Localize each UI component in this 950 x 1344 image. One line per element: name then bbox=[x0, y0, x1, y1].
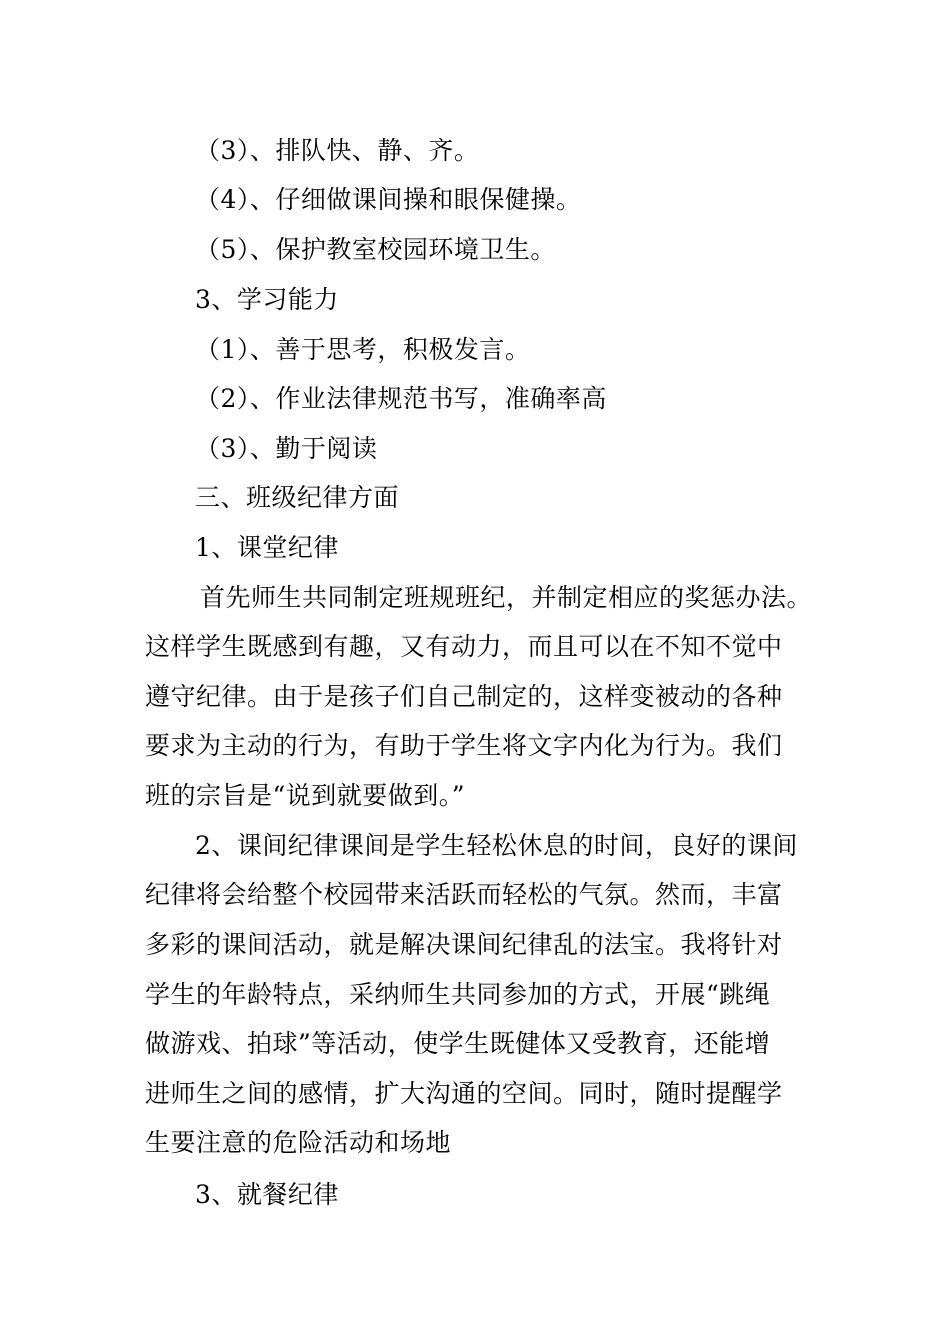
paragraph-line: 班的宗旨是“说到就要做到。” bbox=[145, 781, 466, 810]
section-heading-learning: 3、学习能力 bbox=[195, 285, 339, 314]
paragraph-line: 做游戏、拍球”等活动，使学生既健体又受教育，还能增 bbox=[145, 1029, 771, 1058]
paragraph-line: 要求为主动的行为，有助于学生将文字内化为行为。我们 bbox=[145, 731, 783, 760]
section-heading-discipline: 三、班级纪律方面 bbox=[195, 483, 400, 512]
list-item-exercises: （4）、仔细做课间操和眼保健操。 bbox=[195, 185, 582, 214]
list-item-hygiene: （5）、保护教室校园环境卫生。 bbox=[195, 235, 556, 264]
paragraph-line: 这样学生既感到有趣，又有动力，而且可以在不知不觉中 bbox=[145, 632, 783, 661]
list-item-line-up: （3）、排队快、静、齐。 bbox=[195, 136, 480, 165]
list-item-reading: （3）、勤于阅读 bbox=[195, 434, 378, 463]
paragraph-line: 纪律将会给整个校园带来活跃而轻松的气氛。然而，丰富 bbox=[145, 880, 783, 909]
paragraph-line: 生要注意的危险活动和场地 bbox=[145, 1128, 452, 1157]
subsection-heading-dining: 3、就餐纪律 bbox=[195, 1180, 339, 1209]
list-item-thinking: （1）、善于思考，积极发言。 bbox=[195, 335, 531, 364]
paragraph-line: 首先师生共同制定班规班纪，并制定相应的奖惩办法。 bbox=[200, 583, 813, 612]
paragraph-line: 多彩的课间活动，就是解决课间纪律乱的法宝。我将针对 bbox=[145, 930, 783, 959]
paragraph-line: 进师生之间的感情，扩大沟通的空间。同时，随时提醒学 bbox=[145, 1079, 783, 1108]
list-item-homework: （2）、作业法律规范书写，准确率高 bbox=[195, 384, 607, 413]
paragraph-line: 遵守纪律。由于是孩子们自己制定的，这样变被动的各种 bbox=[145, 682, 783, 711]
paragraph-line: 学生的年龄特点，采纳师生共同参加的方式，开展“跳绳 bbox=[145, 980, 771, 1009]
paragraph-line: 2、课间纪律课间是学生轻松休息的时间，良好的课间 bbox=[195, 831, 798, 860]
subsection-heading-classroom: 1、课堂纪律 bbox=[195, 533, 339, 562]
